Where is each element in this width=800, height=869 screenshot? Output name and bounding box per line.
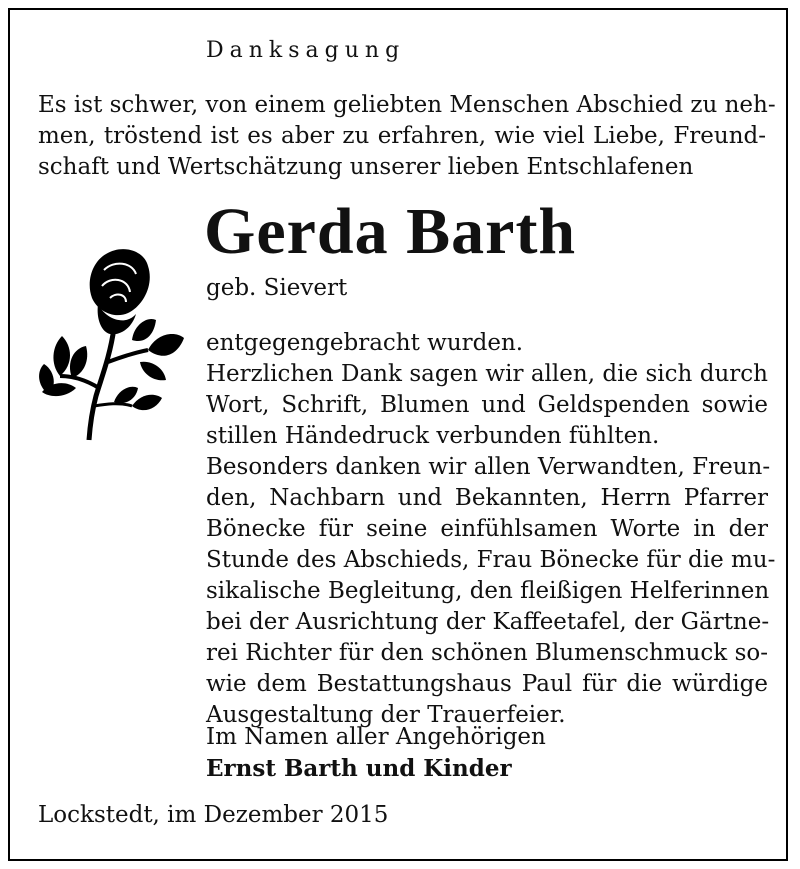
intro-paragraph	[38, 90, 776, 183]
body-line: entgegengebracht wurden.	[206, 330, 524, 356]
birth-name: geb. Sievert	[206, 275, 348, 301]
body-line: bei der Ausrichtung der Kaffeetafel, der Gärtne-	[206, 609, 770, 635]
deceased-name: Gerda Barth	[204, 195, 577, 268]
body-line: Wort, Schrift, Blumen und Geldspenden sowie	[206, 392, 768, 418]
intro-line: Es ist schwer, von einem geliebten Menschen Abschied zu neh-	[38, 92, 776, 118]
body-line: sikalische Begleitung, den fleißigen Helferinnen	[206, 578, 770, 604]
body-line: den, Nachbarn und Bekannten, Herrn Pfarrer	[206, 485, 768, 511]
place-date: Lockstedt, im Dezember 2015	[38, 802, 389, 828]
body-line: Ausgestaltung der Trauerfeier.	[206, 702, 566, 728]
closing-line: Im Namen aller Angehörigen	[206, 724, 546, 750]
body-line: Stunde des Abschieds, Frau Bönecke für die mu-	[206, 547, 776, 573]
intro-line: schaft und Wertschätzung unserer lieben Entschlafenen	[38, 154, 694, 180]
body-line: Herzlichen Dank sagen wir allen, die sich durch	[206, 361, 768, 387]
notice-heading: Danksagung	[206, 38, 406, 63]
closing-block	[206, 722, 546, 784]
signers: Ernst Barth und Kinder	[206, 755, 512, 782]
rose-icon	[36, 246, 186, 442]
body-line: rei Richter für den schönen Blumenschmuck so-	[206, 640, 768, 666]
body-line: stillen Händedruck verbunden fühlten.	[206, 423, 660, 449]
intro-line: men, tröstend ist es aber zu erfahren, wie viel Liebe, Freund-	[38, 123, 766, 149]
body-paragraph	[206, 328, 776, 731]
body-line: Besonders danken wir allen Verwandten, Freun-	[206, 454, 771, 480]
body-line: Bönecke für seine einfühlsamen Worte in der	[206, 516, 768, 542]
obituary-notice	[8, 8, 788, 861]
body-line: wie dem Bestattungshaus Paul für die würdige	[206, 671, 768, 697]
